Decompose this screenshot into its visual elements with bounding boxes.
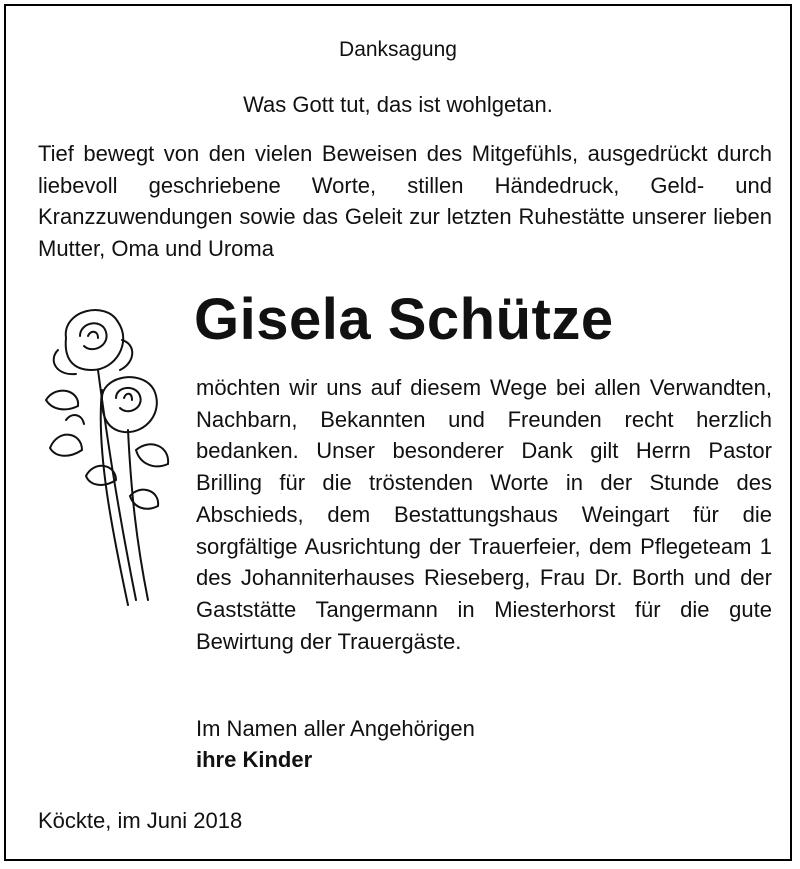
deceased-name: Gisela Schütze <box>194 287 614 352</box>
signature-line-2: ihre Kinder <box>196 747 313 772</box>
notice-title: Danksagung <box>339 38 457 61</box>
intro-paragraph: Tief bewegt von den vielen Beweisen des Mitgefühls, ausgedrückt durch liebevoll geschriebene Worte, stillen Händedruck, Geld- und Kranzzuwendungen sowie das Geleit zur letzten Ruhestätte unserer lieben Mutter, Oma und Uroma <box>38 141 772 261</box>
motto: Was Gott tut, das ist wohlgetan. <box>243 92 553 117</box>
place-date: Köckte, im Juni 2018 <box>38 808 243 833</box>
thanks-paragraph: möchten wir uns auf diesem Wege bei allen Verwandten, Nachbarn, Bekannten und Freunden recht herzlich bedanken. Unser besonderer Dank gilt Herrn Pastor Brilling für die tröstenden Worte in der Stunde des Abschieds, dem Bestattungshaus Weingart für die sorgfältige Ausrichtung der Trauerfeier, dem Pflegeteam 1 des Johanniterhauses Rieseberg, Frau Dr. Borth und der Gaststätte Tangermann in Miesterhorst für die gute Bewirtung der Trauergäste. <box>196 375 772 654</box>
roses-illustration <box>36 300 176 610</box>
notice-frame <box>4 4 792 861</box>
signature-line-1: Im Namen aller Angehörigen <box>196 716 475 741</box>
